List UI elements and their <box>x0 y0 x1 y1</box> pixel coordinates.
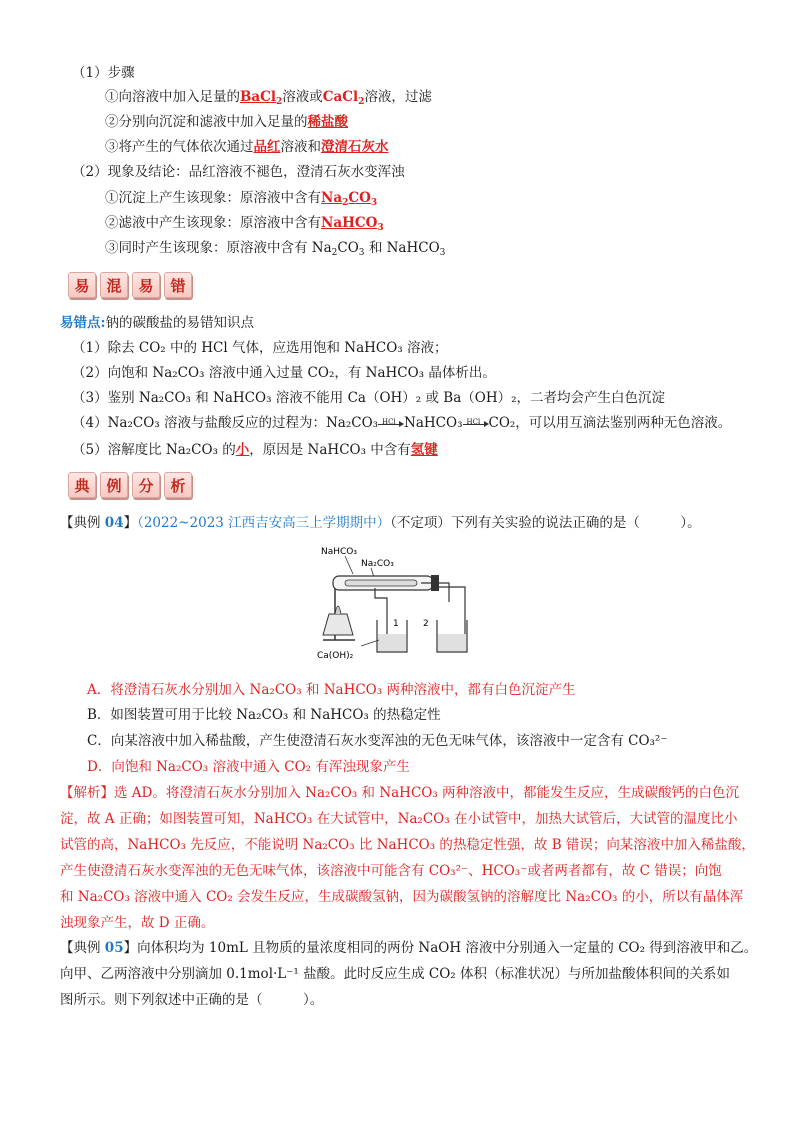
analysis-line: 和 Na₂CO₃ 溶液中通入 CO₂ 会发生反应，生成碳酸氢钠，因为碳酸氢钠的溶解度比 Na₂CO₃ 的小，所以有晶体浑 <box>60 889 744 905</box>
phenomenon-1-pre: ①沉淀上产生该现象：原溶液中含有 <box>105 190 321 206</box>
keyword-small: 小 <box>235 442 250 458</box>
step-2-pre: ②分别向沉淀和滤液中加入足量的 <box>105 114 308 130</box>
step-3-mid: 溶液和 <box>280 139 321 155</box>
banner-tile: 易 <box>68 272 96 298</box>
example-05-line: 图所示。则下列叙述中正确的是（ ）。 <box>60 992 324 1008</box>
analysis-line: 产生使澄清石灰水变浑浊的无色无味气体，该溶液中可能含有 CO₃²⁻、HCO₃⁻或者两者都有，故 C 错误；向饱 <box>60 863 722 879</box>
banner-tile: 例 <box>100 472 128 498</box>
error-item-5: （5）溶解度比 Na₂CO₃ 的小，原因是 NaHCO₃ 中含有氢键 <box>72 442 438 458</box>
label-nahco3: NaHCO₃ <box>321 547 357 557</box>
keyword-dilute-hcl: 稀盐酸 <box>307 114 348 130</box>
steps-heading: （1）步骤 <box>72 65 135 81</box>
reaction-arrow: HCl <box>378 418 404 430</box>
keyword-na2co3: $Na_2CO_3$ <box>321 190 378 208</box>
keyword-hydrogen-bond: 氢键 <box>410 442 438 458</box>
keyword-cacl2: CaCl$_2$ <box>322 89 365 107</box>
banner-tile: 析 <box>164 472 192 498</box>
analysis-line: 试管的高，NaHCO₃ 先反应，不能说明 Na₂CO₃ 比 NaHCO₃ 的热稳定性强，故 B 错误；向某溶液中加入稀盐酸， <box>60 837 755 853</box>
banner-tile: 分 <box>132 472 160 498</box>
error-title: 钠的碳酸盐的易错知识点 <box>105 315 254 331</box>
step-1-pre: ①向溶液中加入足量的 <box>105 89 240 105</box>
example-source: （2022~2023 江西吉安高三上学期期中） <box>137 515 391 531</box>
phenomenon-2 <box>105 213 384 233</box>
error-label: 易错点: <box>60 315 106 331</box>
error-item-3: （3）鉴别 Na₂CO₃ 和 NaHCO₃ 溶液不能用 Ca（OH）₂ 或 Ba（OH）₂，二者均会产生白色沉淀 <box>72 390 666 406</box>
keyword-limewater: 澄清石灰水 <box>321 139 389 155</box>
error-item-2: （2）向饱和 Na₂CO₃ 溶液中通入过量 CO₂，有 NaHCO₃ 晶体析出。 <box>72 365 496 381</box>
phenomenon-1 <box>105 188 377 208</box>
reaction-arrow: HCl <box>463 418 489 430</box>
banner-example-analysis <box>68 472 192 500</box>
analysis-line: 浊现象产生，故 D 正确。 <box>60 915 215 931</box>
label-one: 1 <box>393 619 399 629</box>
error-item-4: （4）Na₂CO₃ 溶液与盐酸反应的过程为：Na₂CO₃ HCl NaHCO₃ HCl CO₂，可以用互滴法鉴别两种无色溶液。 <box>72 415 732 431</box>
phenomena-heading: （2）现象及结论：品红溶液不褪色，澄清石灰水变浑浊 <box>72 164 405 180</box>
example-05-line: 向甲、乙两溶液中分别滴加 0.1mol·L⁻¹ 盐酸。此时反应生成 CO₂ 体积（标准状况）与所加盐酸体积间的关系如 <box>60 966 730 982</box>
option-a: A．将澄清石灰水分别加入 Na₂CO₃ 和 NaHCO₃ 两种溶液中，都有白色沉淀产生 <box>87 682 576 698</box>
phenomenon-3: ③同时产生该现象：原溶液中含有 $Na_2CO_3$ 和 NaHCO$_3$ <box>105 240 446 258</box>
option-b: B．如图装置可用于比较 Na₂CO₃ 和 NaHCO₃ 的热稳定性 <box>87 707 441 723</box>
step-2 <box>105 112 348 132</box>
example-04-question: 【典例 04】（2022~2023 江西吉安高三上学期期中）（不定项）下列有关实验的说法正确的是（ ）。 <box>60 515 701 531</box>
step-3-pre: ③将产生的气体依次通过 <box>105 139 254 155</box>
label-caoh2: Ca(OH)₂ <box>317 651 354 661</box>
step-1-post: 溶液，过滤 <box>364 89 432 105</box>
banner-tile: 易 <box>132 272 160 298</box>
banner-tile: 错 <box>164 272 192 298</box>
analysis-line: 淀，故 A 正确；如图装置可知，NaHCO₃ 在大试管中，Na₂CO₃ 在小试管中，加热大试管后，大试管的温度比小 <box>60 811 738 827</box>
option-d: D．向饱和 Na₂CO₃ 溶液中通入 CO₂ 有浑浊现象产生 <box>87 759 410 775</box>
apparatus-figure <box>315 540 480 662</box>
keyword-bacl2: BaCl$_2$ <box>240 89 283 107</box>
label-na2co3: Na₂CO₃ <box>361 559 394 569</box>
error-item-1: （1）除去 CO₂ 中的 HCl 气体，应选用饱和 NaHCO₃ 溶液； <box>72 340 448 356</box>
example-05-line: 【典例 05】向体积均为 10mL 且物质的量浓度相同的两份 NaOH 溶液中分别通入一定量的 CO₂ 得到溶液甲和乙。 <box>60 940 758 956</box>
banner-tile: 混 <box>100 272 128 298</box>
analysis-line: 【解析】选 AD。将澄清石灰水分别加入 Na₂CO₃ 和 NaHCO₃ 两种溶液中，都能发生反应，生成碳酸钙的白色沉 <box>60 785 740 801</box>
step-1-mid: 溶液或 <box>282 89 323 105</box>
option-c: C．向某溶液中加入稀盐酸，产生使澄清石灰水变浑浊的无色无味气体，该溶液中一定含有 CO₃²⁻ <box>87 733 668 749</box>
keyword-nahco3: NaHCO$_3$ <box>321 215 384 233</box>
example-number: 04 <box>104 515 124 531</box>
step-1 <box>105 87 432 107</box>
banner-tile: 典 <box>68 472 96 498</box>
step-3 <box>105 137 389 157</box>
phenomenon-2-pre: ②滤液中产生该现象：原溶液中含有 <box>105 215 321 231</box>
label-two: 2 <box>423 619 429 629</box>
error-points-title <box>60 313 254 333</box>
keyword-pinhong: 品红 <box>253 139 281 155</box>
example-number: 05 <box>104 940 124 956</box>
banner-easy-mistakes <box>68 272 192 300</box>
